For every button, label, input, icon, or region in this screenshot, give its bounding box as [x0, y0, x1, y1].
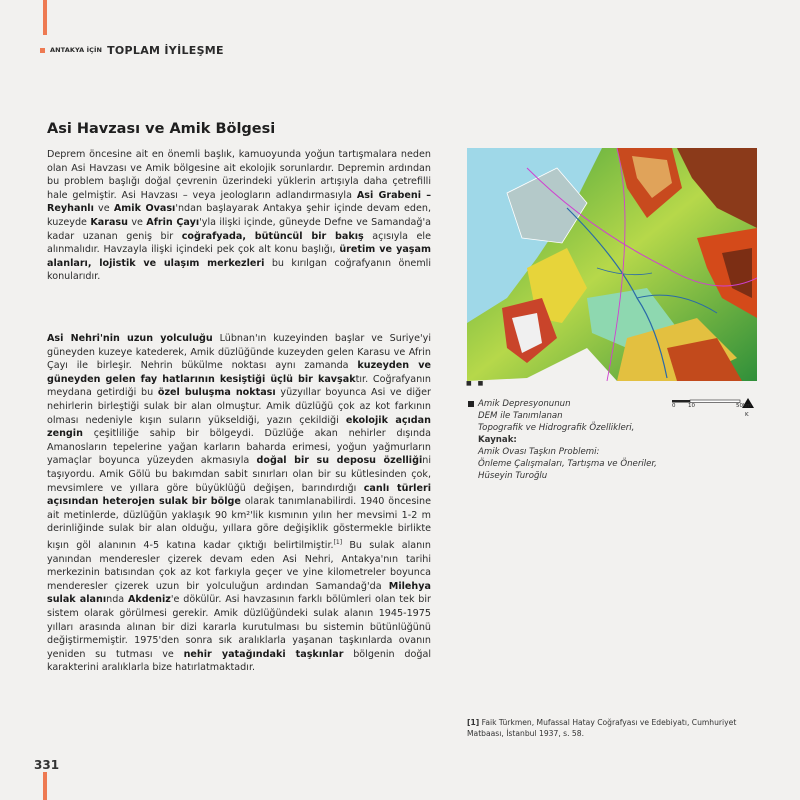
bold-phrase: Akdeniz	[128, 594, 171, 606]
body-paragraph-1	[47, 148, 431, 284]
caption-source-3: Hüseyin Turoğlu	[478, 471, 548, 481]
text-run: Deprem öncesine ait en önemli başlık, kamuoyunda yoğun tartışmalara neden olan Asi Havzası ve Amik bölgesine ait ekolojik sorunlardır. Depremin ardından bu problem başlığı doğal çevrenin üzerindeki yüklerin artışıyla daha çetrefilli hale gelmiştir. Asi Havzası – veya jeologların adlandırmasıyla	[47, 149, 431, 201]
scale-tick-0: 0	[672, 403, 676, 409]
bold-phrase: canlı türleri açısından heterojen sulak bir bölge	[47, 482, 431, 508]
scale-tick-50: 50km	[736, 403, 752, 409]
bold-phrase: Asi Grabeni – Reyhanlı	[47, 189, 432, 215]
footnote-marker: [1]	[333, 538, 343, 546]
text-run: 'yla ilişki içinde, güneyde Defne ve Samandağ'a kadar uzanan geniş bir	[47, 216, 431, 242]
text-run: olarak tanımlanabilirdi. 1940 öncesine ait metinlerde, düzlüğün yaklaşık 90 km²'lik kısmının yılın her mevsimi 1-2 m derinliğinde sulak bir alan olduğu, yıllara göre değişiklik göstermekle birlikte kışın göl alanının 4-5 katına kadar çıktığı belirtilmiştir.	[47, 496, 431, 552]
text-run: nda	[106, 594, 128, 606]
map-marker-dots: ■ ■	[466, 380, 486, 387]
bold-phrase: kuzeyden ve güneyden gelen fay hatlarının kesiştiği üçlü bir kavşak	[47, 360, 432, 385]
text-run: 'e dökülür. Asi havzasının farklı bölümleri olan tek bir sistem olarak görülmesi gerekir. Amik düzlüğündeki sulak alanın 1945-1975 yılları arasında alınan bir dizi kararla kurutulması bu sistemin bütünlüğünü değiştirmemiştir. 1975'den sonra sık aralıklarla yaşanan taşkınlarda ovanın yeniden su tutması ve	[47, 594, 431, 660]
header-small-text: ANTAKYA İÇİN	[50, 46, 103, 54]
scale-tick-10: 10	[688, 403, 695, 409]
text-run: çeşitliliğe sahip bir bölgeydi. Düzlüğe akan nehirler dışında Amanosların tepelerine yağan karların baharda erimesi, yoğun yağmurların yamaçlar boyunca yüzeyden akmasıyla	[47, 428, 431, 467]
text-run: ve	[93, 203, 114, 215]
text-run: ni taşıyordu. Amik Gölü bu bakımdan sabit sınırları olan bir su kütlesinden çok, mevsimlere ve yıllara göre büyüklüğü değişen, barındırdığı	[47, 455, 432, 494]
running-header	[40, 43, 224, 57]
caption-source-1: Amik Ovası Taşkın Problemi:	[478, 447, 600, 457]
bold-phrase: ekolojik açıdan zengin	[47, 414, 431, 440]
north-label: K	[745, 412, 749, 418]
footnote-ref: [1]	[467, 718, 480, 727]
bold-phrase: Asi Nehri'nin uzun yolculuğu	[47, 333, 213, 344]
text-run: 'ndan başlayarak Antakya şehir içinde devam eden, kuzeyde	[47, 203, 431, 228]
text-run: tır. Coğrafyanın meydana getirdiği bu	[47, 373, 431, 399]
text-run: yüzyıllar boyunca Asi ve diğer nehirlerin birleştiği sulak bir alan olmuştur. Amik düzlüğü çok az kot farkının olması nedeniyle kışın suların yükseldiği, yazın çekildiği	[47, 387, 431, 426]
bold-phrase: Afrin Çayı	[146, 216, 200, 228]
text-run: Bu sulak alanın yanından menderesler çizerek devam eden Asi Nehri, Antakya'nın tarihi merkezinin batısından çok az kot farkıyla geçer ve yine kilometreler boyunca menderesler çizerek uzun bir yolculuğun ardından Samandağ'da	[47, 540, 431, 592]
caption-bullet-icon	[468, 401, 474, 407]
body-paragraph-2	[47, 332, 431, 675]
accent-bar-top	[43, 0, 47, 35]
caption-line-3: Topografik ve Hidrografik Özellikleri,	[478, 423, 635, 433]
bold-phrase: üretim ve yaşam alanları, lojistik ve ulaşım merkezleri	[47, 244, 431, 269]
text-run: ve	[127, 216, 147, 228]
caption-line-2: DEM ile Tanımlanan	[478, 411, 563, 421]
footnote	[467, 717, 767, 739]
text-run: açısıyla ele alınmalıdır. Havzayla ilişki içindeki pek çok alt konu başlığı,	[47, 230, 431, 256]
page-number: 331	[34, 758, 60, 772]
footnote-text: Faik Türkmen, Mufassal Hatay Coğrafyası ve Edebiyatı, Cumhuriyet Matbaası, İstanbul 1937, s. 58.	[467, 718, 737, 738]
bold-phrase: Milehya sulak alanı	[47, 580, 431, 606]
bold-phrase: doğal bir su deposu özelliği	[256, 455, 423, 467]
caption-line-1: Amik Depresyonunun	[478, 399, 571, 409]
bold-phrase: özel buluşma noktası	[157, 387, 276, 399]
caption-source-2: Önleme Çalışmaları, Tartışma ve Öneriler,	[478, 459, 657, 469]
text-run: bölgenin doğal karakterini aralıklarla bize hatırlatmaktadır.	[47, 648, 431, 674]
caption-source-label: Kaynak:	[478, 435, 517, 445]
map-caption	[478, 398, 708, 482]
text-run: Lübnan'ın kuzeyinden başlar ve Suriye'yi güneyden kuzeye katederek, Amik düzlüğünde kuzeyden gelen Karasu ve Afrin Çayı ile birleşir. Nehrin bükülme noktası aynı zamanda	[47, 333, 431, 372]
header-big-text: TOPLAM İYİLEŞME	[107, 43, 224, 57]
bold-phrase: nehir yatağındaki taşkınlar	[183, 648, 344, 660]
header-square-icon	[40, 48, 45, 53]
dem-map-image	[467, 148, 757, 381]
bold-phrase: coğrafyada, bütüncül bir bakış	[181, 230, 364, 242]
section-title: Asi Havzası ve Amik Bölgesi	[47, 121, 276, 137]
accent-bar-bottom	[43, 772, 47, 800]
bold-phrase: Amik Ovası	[113, 203, 176, 215]
bold-phrase: Karasu	[90, 216, 128, 228]
text-run: bu kırılgan coğrafyanın önemli konularıdır.	[47, 257, 432, 283]
